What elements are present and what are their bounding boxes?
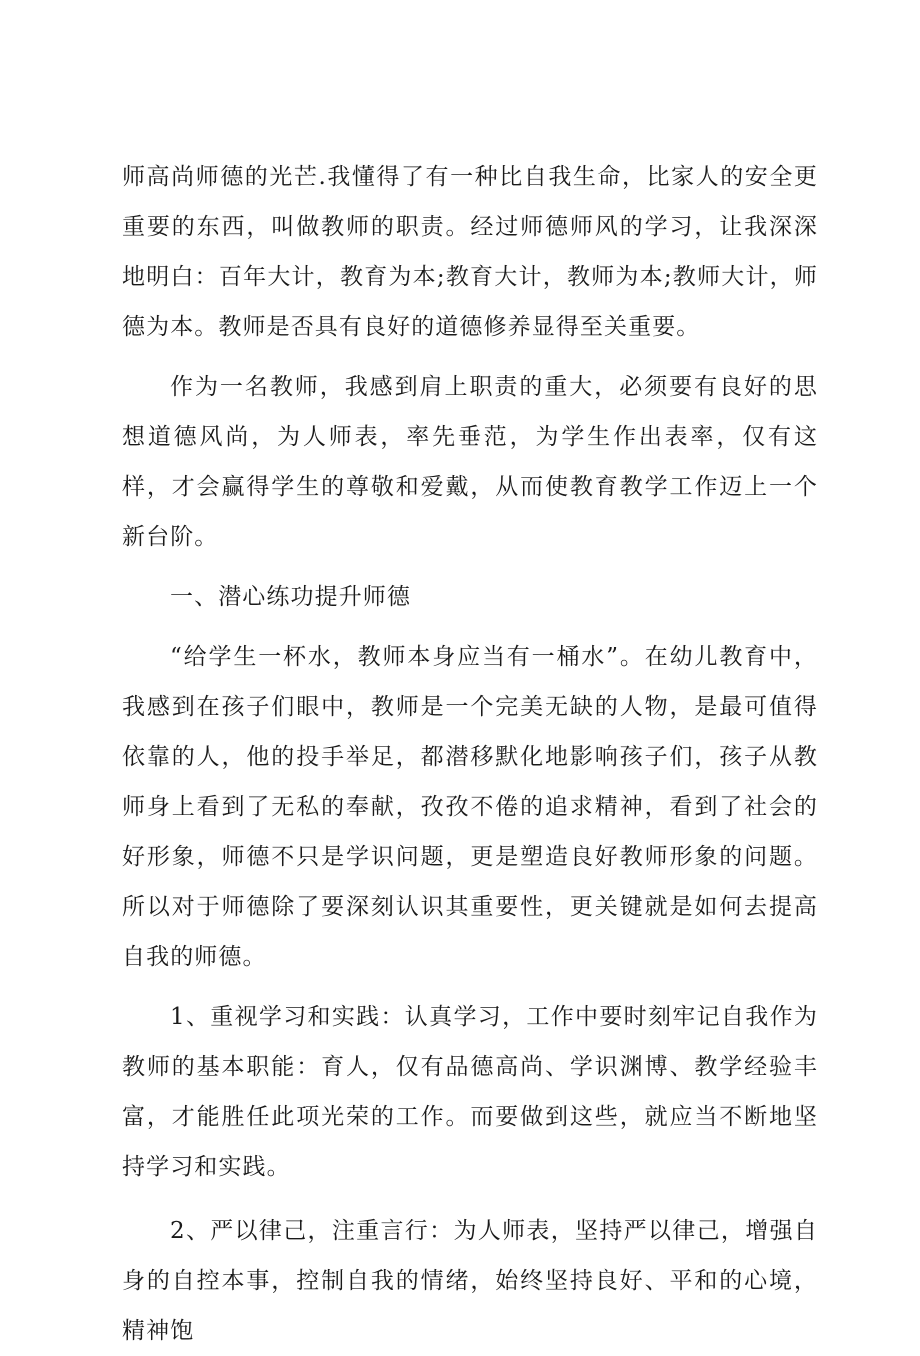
- paragraph-self-discipline: 2、严以律己，注重言行：为人师表，坚持严以律己，增强自身的自控本事，控制自我的情绪，始终坚持良好、平和的心境，精神饱: [122, 1218, 818, 1344]
- paragraph-continuation: 师高尚师德的光芒.我懂得了有一种比自我生命，比家人的安全更重要的东西，叫做教师的职责。经过师德师风的学习，让我深深地明白：百年大计，教育为本;教育大计，教师为本;教师大计，师德为本。教师是否具有良好的道德修养显得至关重要。: [122, 164, 818, 340]
- paragraph-water-bucket: “给学生一杯水，教师本身应当有一桶水”。在幼儿教育中，我感到在孩子们眼中，教师是一个完美无缺的人物，是最可值得依靠的人，他的投手举足，都潜移默化地影响孩子们，孩子从教师身上看到了无私的奉献，孜孜不倦的追求精神，看到了社会的好形象，师德不只是学识问题，更是塑造良好教师形象的问题。所以对于师德除了要深刻认识其重要性，更关键就是如何去提高自我的师德。: [122, 644, 818, 970]
- section-heading: 一、潜心练功提升师德: [170, 584, 411, 610]
- document-page: [122, 152, 818, 1356]
- paragraph-study-practice: 1、重视学习和实践：认真学习，工作中要时刻牢记自我作为教师的基本职能：育人，仅有品德高尚、学识渊博、教学经验丰富，才能胜任此项光荣的工作。而要做到这些，就应当不断地坚持学习和实践。: [122, 1004, 818, 1180]
- paragraph-teacher-responsibility: 作为一名教师，我感到肩上职责的重大，必须要有良好的思想道德风尚，为人师表，率先垂范，为学生作出表率，仅有这样，才会赢得学生的尊敬和爱戴，从而使教育教学工作迈上一个新台阶。: [122, 374, 818, 550]
